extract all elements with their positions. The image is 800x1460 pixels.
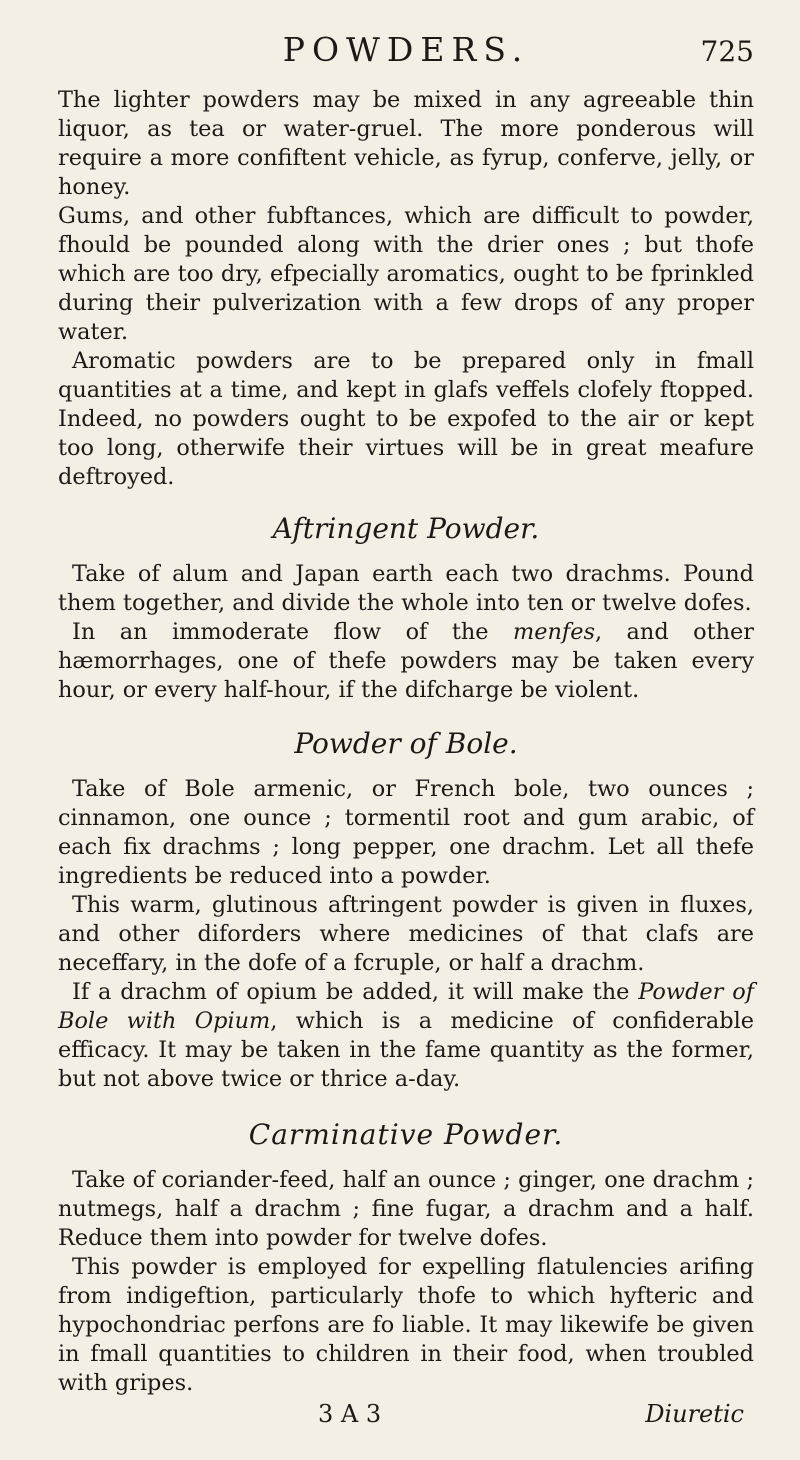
running-head	[58, 30, 754, 86]
bole-opium-text-b: , which is a medicine of confiderable efficacy. It may be taken in the fame quantity as the former, but not above twice or thrice a-day.	[58, 1008, 754, 1092]
astringent-usage-text-b: , and other hæmorrhages, one of thefe powders may be taken every hour, or every half-hour, if the difcharge be violent.	[58, 619, 754, 703]
astringent-usage-paragraph	[58, 618, 754, 705]
astringent-usage-italic: menfes	[513, 619, 595, 645]
carminative-powder-section	[58, 1118, 754, 1398]
intro-paragraph-2: Gums, and other fubftances, which are difficult to powder, fhould be pounded along with the drier ones ; but thofe which are too dry, efpecially aromatics, ought to be fprinkled during their pulverization with a few drops of any proper water.	[58, 203, 754, 345]
intro-section	[58, 86, 754, 492]
carminative-recipe-paragraph: Take of coriander-feed, half an ounce ; ginger, one drachm ; nutmegs, half a drachm ; fine fugar, a drachm and a half. Reduce them into powder for twelve dofes.	[58, 1167, 754, 1251]
running-title: POWDERS.	[282, 30, 530, 69]
astringent-powder-heading: Aftringent Powder.	[272, 512, 540, 545]
intro-paragraph-1: The lighter powders may be mixed in any agreeable thin liquor, as tea or water-gruel. The more ponderous will require a more confiftent vehicle, as fyrup, conferve, jelly, or honey.	[58, 87, 754, 200]
page-number: 725	[700, 35, 754, 68]
page-footer	[58, 1400, 754, 1434]
catchword: Diuretic	[645, 1400, 744, 1428]
bole-opium-text-a: If a drachm of opium be added, it will make the	[72, 979, 639, 1005]
bole-recipe-paragraph: Take of Bole armenic, or French bole, two ounces ; cinnamon, one ounce ; tormentil root and gum arabic, of each fix drachms ; long pepper, one drachm. Let all thefe ingredients be reduced into a powder.	[58, 776, 754, 889]
carminative-powder-heading: Carminative Powder.	[248, 1118, 564, 1151]
bole-opium-paragraph	[58, 978, 754, 1094]
signature-mark: 3 A 3	[318, 1400, 382, 1428]
astringent-powder-section	[58, 512, 754, 705]
bole-usage-paragraph: This warm, glutinous aftringent powder is given in fluxes, and other diforders where medicines of that clafs are neceffary, in the dofe of a fcruple, or half a drachm.	[58, 892, 754, 976]
bole-powder-heading: Powder of Bole.	[294, 727, 518, 760]
astringent-recipe-paragraph: Take of alum and Japan earth each two drachms. Pound them together, and divide the whole into ten or twelve dofes.	[58, 561, 754, 616]
bole-opium-italic: Powder of Bole with Opium	[58, 979, 754, 1034]
carminative-usage-paragraph: This powder is employed for expelling flatulencies arifing from indigeftion, particularly thofe to which hyfteric and hypochondriac perfons are fo liable. It may likewife be given in fmall quantities to children in their food, when troubled with gripes.	[58, 1254, 754, 1396]
bole-powder-section	[58, 727, 754, 1094]
astringent-usage-text-a: In an immoderate flow of the	[72, 619, 513, 645]
intro-paragraph-3: Aromatic powders are to be prepared only in fmall quantities at a time, and kept in glafs veffels clofely ftopped. Indeed, no powders ought to be expofed to the air or kept too long, otherwife their virtues will be in great meafure deftroyed.	[58, 348, 754, 490]
